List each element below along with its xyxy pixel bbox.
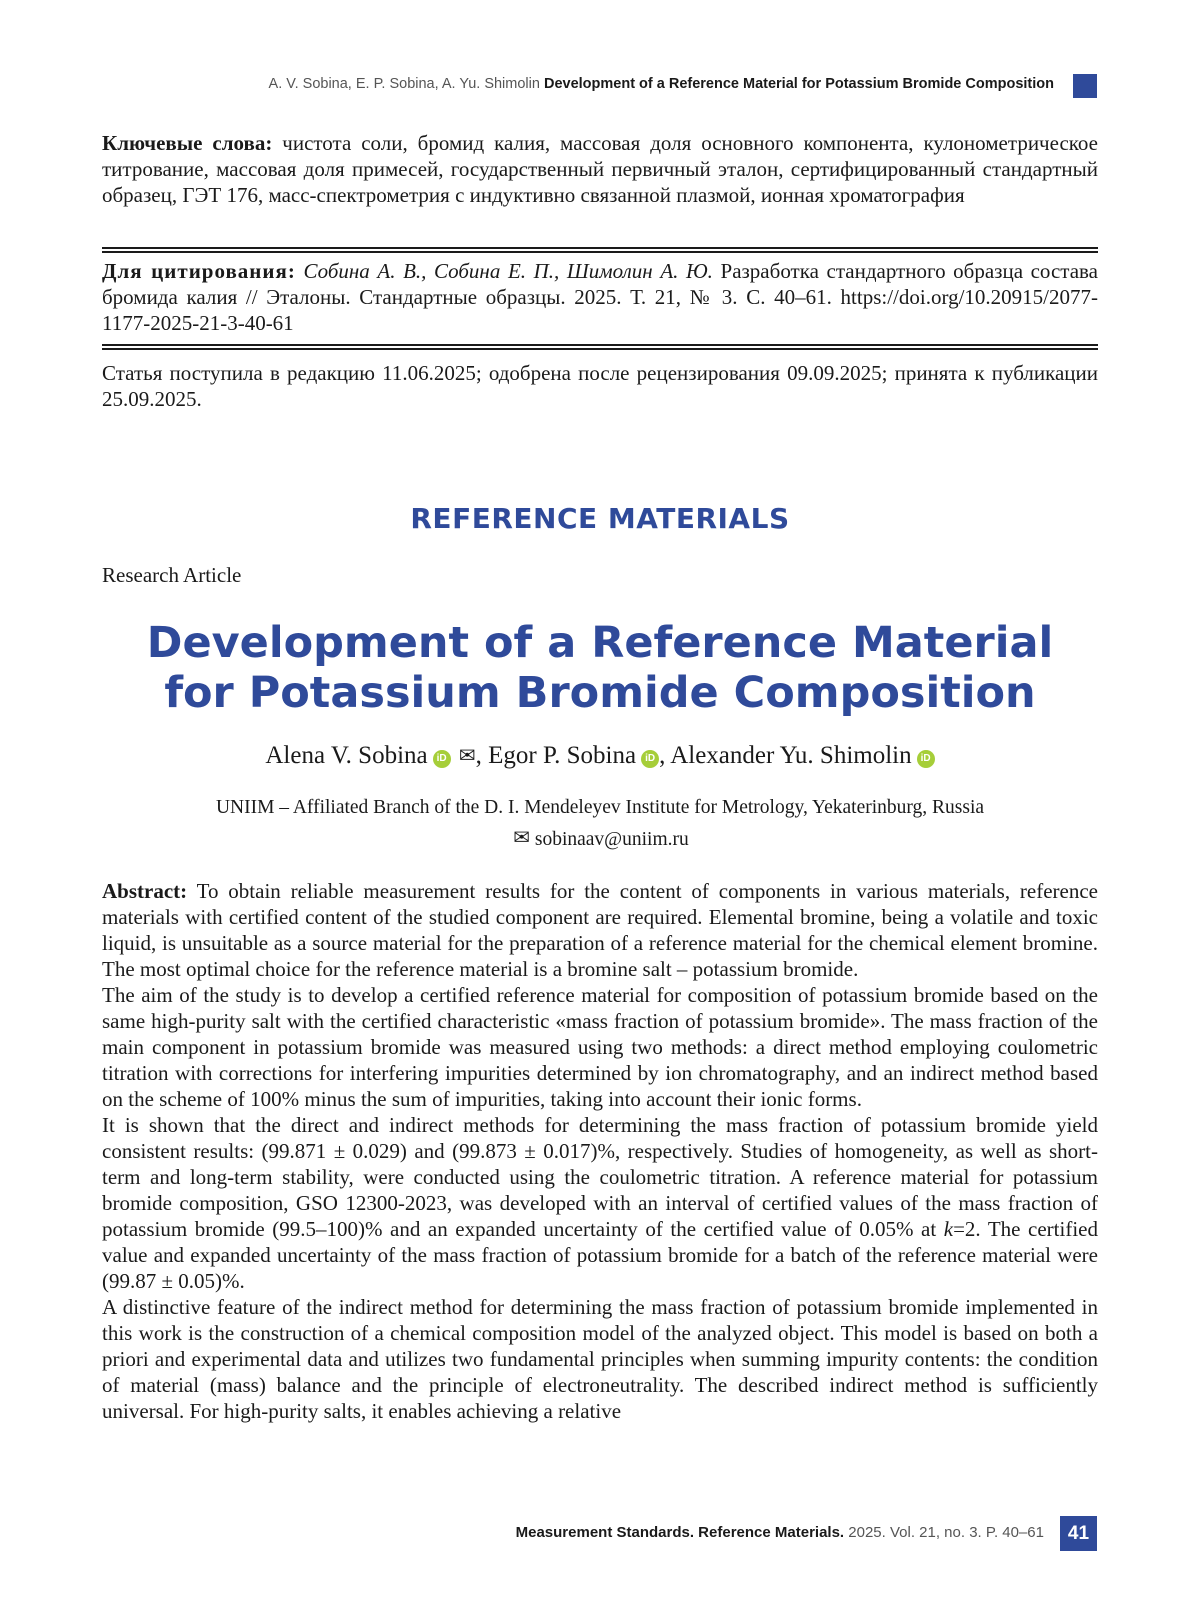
envelope-icon[interactable]: ✉ <box>458 745 476 767</box>
affiliation: UNIIM – Affiliated Branch of the D. I. Mendeleyev Institute for Metrology, Yekaterinburg, Russia <box>215 797 985 818</box>
envelope-icon: ✉ <box>513 827 530 849</box>
section-heading: REFERENCE MATERIALS <box>410 502 790 535</box>
citation-label: Для цитирования: <box>102 259 296 283</box>
citation-text[interactable]: Разработка стандартного образца состава бромида калия // Эталоны. Стандартные образцы. 2025. Т. 21, № 3. С. 40–61. https://doi.org/10.20915/2077-1177-2025-21-3-40-61 <box>102 259 1098 335</box>
divider-bottom <box>102 344 1098 350</box>
divider-top <box>102 247 1098 253</box>
header-marker <box>1073 74 1097 98</box>
received-dates: Статья поступила в редакцию 11.06.2025; одобрена после рецензирования 09.09.2025; принята к публикации 25.09.2025. <box>102 361 1098 411</box>
author-3: , Alexander Yu. Shimolin <box>659 742 912 769</box>
article-title <box>0 618 1200 718</box>
abstract-p3a: It is shown that the direct and indirect methods for determining the mass fraction of potassium bromide yield consistent results: (99.871 ± 0.029) and (99.873 ± 0.017)%, respectively. Studies of homogeneity, as well as short-term and long-term stability, were conducted using the coulometric titration. A reference material for potassium bromide composition, GSO 12300-2023, was developed with an interval of certified values of the mass fraction of potassium bromide (99.5–100)% and an expanded uncertainty of the certified value of 0.05% at <box>102 1113 1098 1241</box>
article-type: Research Article <box>102 563 242 587</box>
orcid-icon[interactable]: iD <box>917 750 935 768</box>
coverage-factor-symbol: k <box>943 1217 954 1241</box>
keywords-label: Ключевые слова: <box>102 131 273 155</box>
abstract-paragraph <box>102 878 1098 982</box>
page-number: 41 <box>1060 1516 1097 1551</box>
author-1: Alena V. Sobina <box>265 742 428 769</box>
running-header-title: Development of a Reference Material for Potassium Bromide Composition <box>543 76 1054 92</box>
citation-block <box>102 258 1098 336</box>
abstract-paragraph <box>102 1112 1098 1294</box>
running-header <box>74 76 1054 92</box>
keywords-text: чистота соли, бромид калия, массовая доля основного компонента, кулонометрическое титрование, массовая доля примесей, государственный первичный эталон, сертифицированный стандартный образец, ГЭТ 176, масс-спектрометрия с индуктивно связанной плазмой, ионная хроматография <box>102 131 1098 207</box>
abstract-p3b: =2. The certified value and expanded uncertainty of the mass fraction of potassium bromide for a batch of the reference material were (99.87 ± 0.05)%. <box>102 1217 1098 1293</box>
footer-issue: 2025. Vol. 21, no. 3. P. 40–61 <box>848 1524 1044 1541</box>
footer-journal: Measurement Standards. Reference Materials. <box>515 1524 845 1541</box>
abstract-block <box>102 878 1098 1424</box>
orcid-icon[interactable]: iD <box>641 750 659 768</box>
title-line-2: for Potassium Bromide Composition <box>164 668 1036 718</box>
abstract-paragraph: The aim of the study is to develop a certified reference material for composition of potassium bromide based on the same high-purity salt with the certified characteristic «mass fraction of potassium bromide». The mass fraction of the main component in potassium bromide was measured using two methods: a direct method employing coulometric titration with corrections for interfering impurities determined by ion chromatography, and an indirect method based on the scheme of 100% minus the sum of impurities, taking into account their ionic forms. <box>102 983 1098 1111</box>
abstract-label: Abstract: <box>102 879 188 903</box>
abstract-paragraph: A distinctive feature of the indirect method for determining the mass fraction of potassium bromide implemented in this work is the construction of a chemical composition model of the analyzed object. This model is based on both a priori and experimental data and utilizes two fundamental principles when summing impurity contents: the condition of material (mass) balance and the principle of electroneutrality. The described indirect method is sufficiently universal. For high-purity salts, it enables achieving a relative <box>102 1295 1098 1423</box>
email-line <box>0 825 1200 851</box>
footer <box>516 1524 1044 1541</box>
title-line-1: Development of a Reference Material <box>146 618 1054 668</box>
abstract-p1: To obtain reliable measurement results for the content of components in various materials, reference materials with certified content of the studied component are required. Elemental bromine, being a volatile and toxic liquid, is unsuitable as a source material for the preparation of a reference material for the chemical element bromine. The most optimal choice for the reference material is a bromine salt – potassium bromide. <box>102 879 1098 981</box>
authors-line <box>0 742 1200 770</box>
running-header-authors: A. V. Sobina, E. P. Sobina, A. Yu. Shimolin <box>268 76 540 92</box>
citation-authors: Собина А. В., Собина Е. П., Шимолин А. Ю. <box>303 259 713 283</box>
keywords-block <box>102 130 1098 208</box>
author-2: , Egor P. Sobina <box>475 742 637 769</box>
orcid-icon[interactable]: iD <box>433 750 451 768</box>
email-link[interactable]: sobinaav@uniim.ru <box>534 829 689 850</box>
